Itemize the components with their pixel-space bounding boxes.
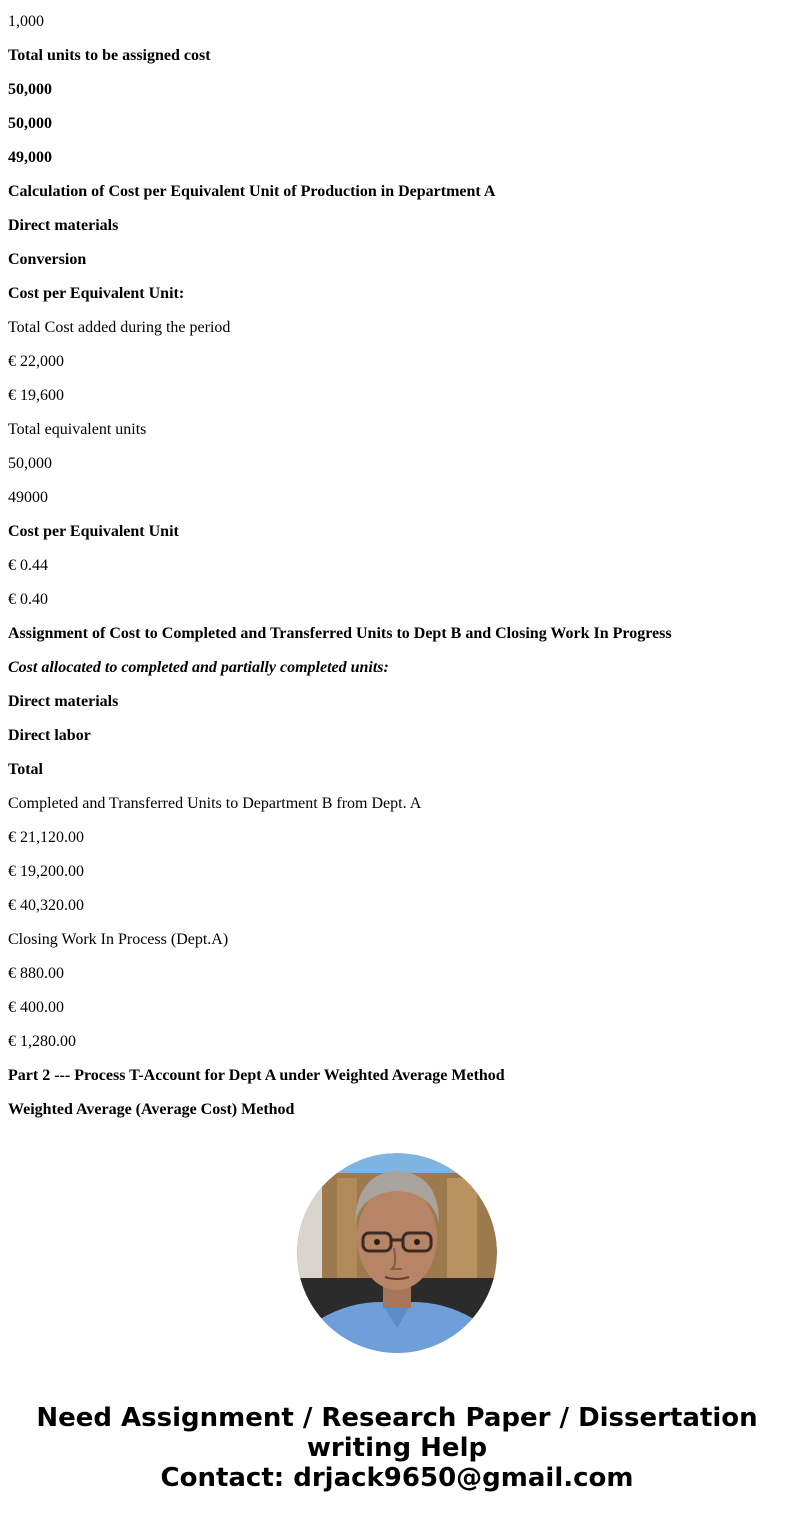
heading-cost-per-eu: Calculation of Cost per Equivalent Unit of Production in Department A [8,183,496,200]
value: € 880.00 [8,965,64,982]
value: 49000 [8,489,48,506]
subheading-cost-allocated: Cost allocated to completed and partially completed units: [8,659,389,676]
value: € 0.40 [8,591,48,608]
text-line: 50,000 [8,115,52,132]
author-avatar [297,1153,497,1353]
value: € 400.00 [8,999,64,1016]
text-line: 1,000 [8,13,44,30]
promo-contact: Contact: drjack9650@gmail.com [160,1463,634,1493]
label-direct-labor: Direct labor [8,727,91,744]
promo-line-1: Need Assignment / Research Paper / Dissertation [36,1403,758,1433]
label-direct-materials: Direct materials [8,693,119,710]
promo-banner [0,1403,794,1493]
value: € 0.44 [8,557,48,574]
label-total: Total [8,761,43,778]
promo-line-2: writing Help [306,1433,488,1463]
value: € 21,120.00 [8,829,84,846]
value: € 22,000 [8,353,64,370]
avatar-photo-icon [297,1153,497,1353]
heading-part-2: Part 2 --- Process T-Account for Dept A under Weighted Average Method [8,1067,505,1084]
text-line: 49,000 [8,149,52,166]
text-line: Closing Work In Process (Dept.A) [8,931,229,948]
value: 50,000 [8,455,52,472]
heading-total-units: Total units to be assigned cost [8,47,211,64]
text-line: Total Cost added during the period [8,319,231,336]
value: € 1,280.00 [8,1033,76,1050]
label-direct-materials: Direct materials [8,217,119,234]
value: € 19,600 [8,387,64,404]
heading-weighted-average: Weighted Average (Average Cost) Method [8,1101,295,1118]
value: € 40,320.00 [8,897,84,914]
label-conversion: Conversion [8,251,87,268]
label-cost-per-eu: Cost per Equivalent Unit: [8,285,185,302]
label-cost-per-eu-total: Cost per Equivalent Unit [8,523,179,540]
text-line: Total equivalent units [8,421,147,438]
text-line: 50,000 [8,81,52,98]
heading-assignment-of-cost: Assignment of Cost to Completed and Transferred Units to Dept B and Closing Work In Progress [8,625,672,642]
value: € 19,200.00 [8,863,84,880]
text-line: Completed and Transferred Units to Department B from Dept. A [8,795,422,812]
